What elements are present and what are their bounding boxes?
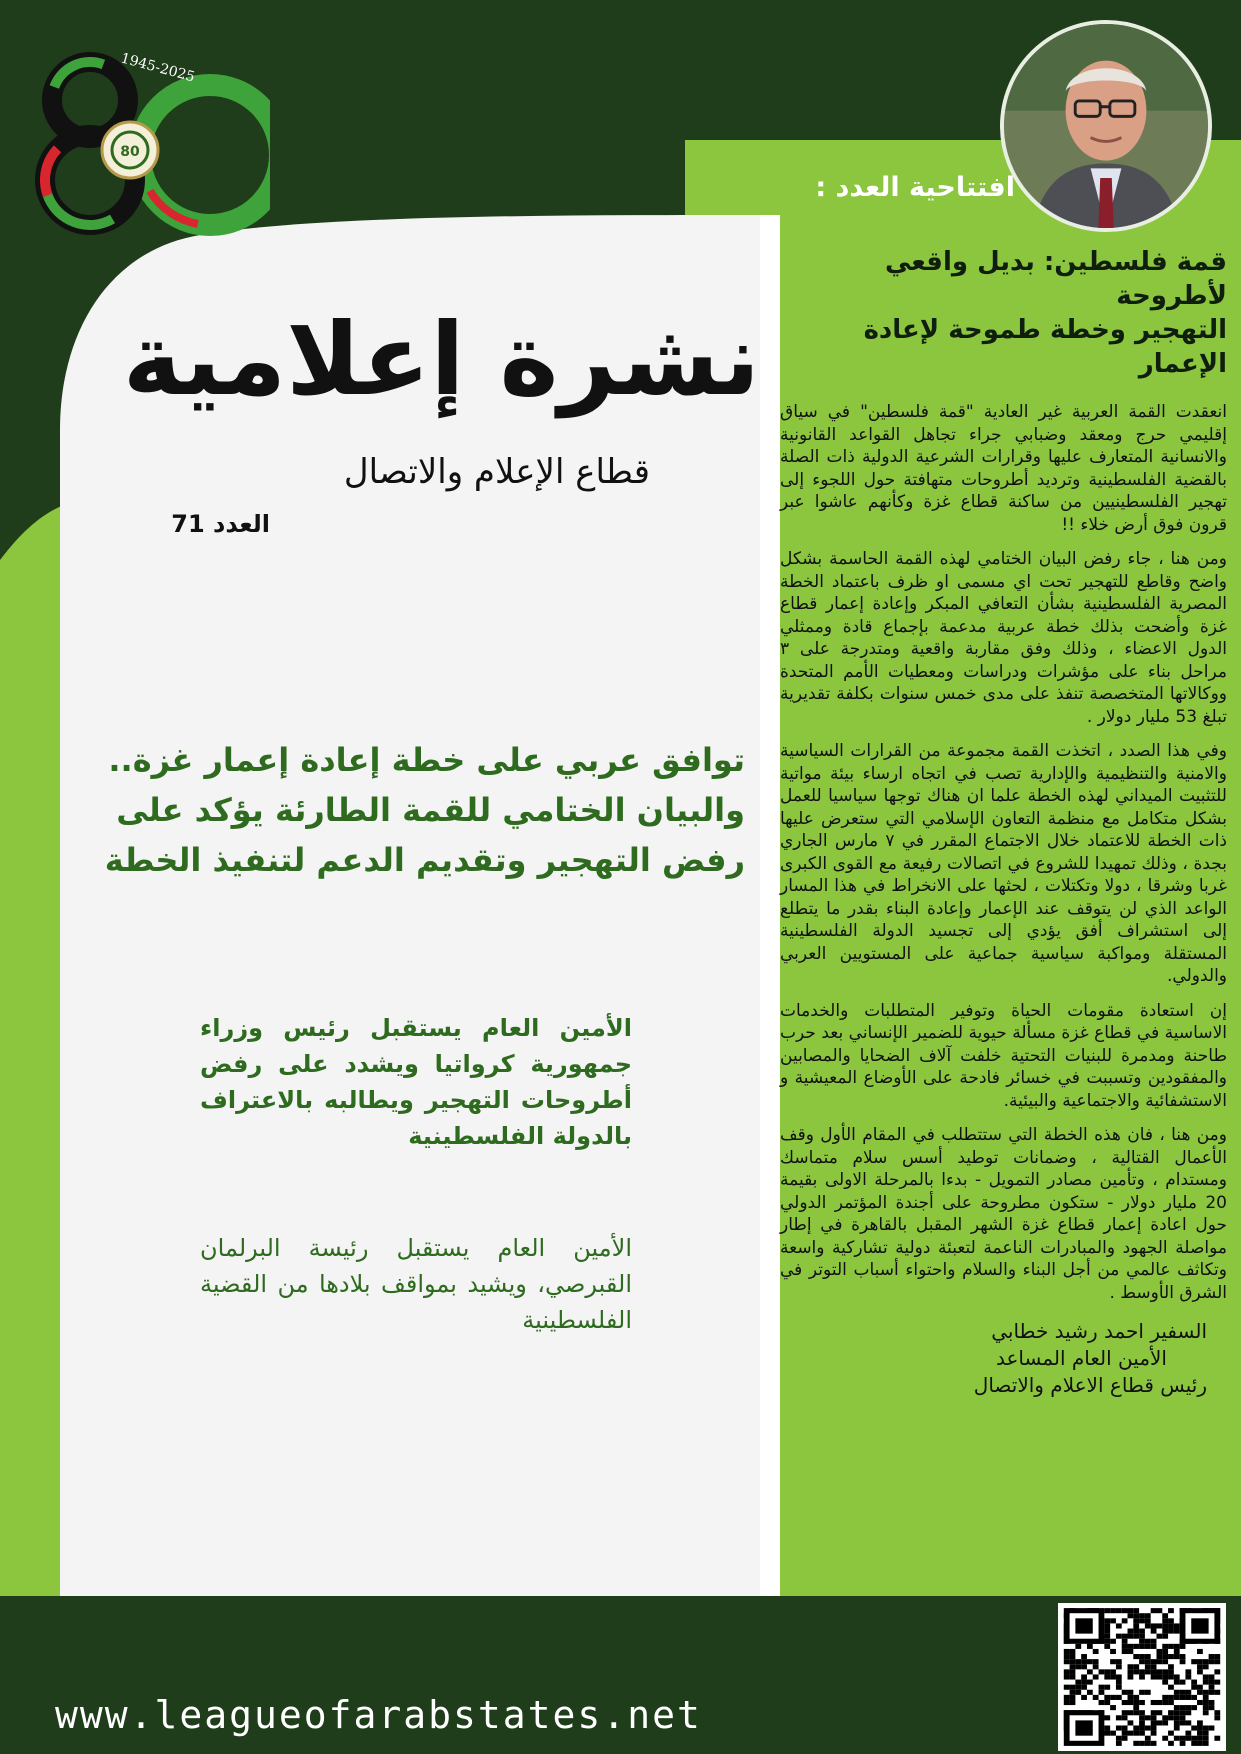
news-item-croatia[interactable]: الأمين العام يستقبل رئيس وزراء جمهورية كرواتيا ويشدد على رفض أطروحات التهجير ويطالبه بالاعتراف بالدولة الفلسطينية xyxy=(200,1014,632,1150)
editorial-paragraph: إن استعادة مقومات الحياة وتوفير المتطلبات والخدمات الاساسية في قطاع غزة مسألة حيوية للضمير الإنساني بعد حرب طاحنة ومدمرة للبنيات التحتية خلفت آلاف الضحايا والمصابين والمفقودين وتسببت في خسائر فادحة على الأوضاع المعيشية و الاستشفائية والاجتماعية والبيئية. xyxy=(780,1000,1227,1111)
signature-role: الأمين العام المساعد xyxy=(995,1346,1167,1370)
person-photo-icon xyxy=(1004,24,1208,228)
editorial-title-line: التهجير وخطة طموحة لإعادة الإعمار xyxy=(863,315,1227,379)
editorial-column xyxy=(780,245,1227,1545)
editorial-label: افتتاحية العدد : xyxy=(815,172,1015,203)
editorial-title xyxy=(780,245,1227,381)
masthead-subtitle: قطاع الإعلام والاتصال xyxy=(343,452,650,492)
anniversary-logo xyxy=(30,40,270,240)
qr-code[interactable] xyxy=(1058,1603,1226,1751)
logo-years-label: 1945-2025 xyxy=(118,50,197,86)
news-item-cyprus[interactable]: الأمين العام يستقبل رئيسة البرلمان القبرصي، ويشيد بمواقف بلادها من القضية الفلسطينية xyxy=(200,1234,632,1334)
signature-sector: رئيس قطاع الاعلام والاتصال xyxy=(973,1373,1207,1397)
masthead-title: نشرة إعلامية xyxy=(122,301,760,418)
headline-line: رفض التهجير وتقديم الدعم لتنفيذ الخطة xyxy=(104,841,745,879)
issue-number: العدد 71 xyxy=(171,510,270,538)
qr-code-icon xyxy=(1058,1603,1226,1751)
website-link[interactable]: www.leagueofarabstates.net xyxy=(55,1693,702,1737)
headline-line: والبيان الختامي للقمة الطارئة يؤكد على xyxy=(116,791,745,829)
editorial-signature xyxy=(780,1318,1227,1399)
editorial-title-line: قمة فلسطين: بديل واقعي لأطروحة xyxy=(884,247,1227,311)
signature-name: السفير احمد رشيد خطابي xyxy=(991,1319,1207,1343)
main-headline[interactable] xyxy=(100,735,745,885)
headline-line: توافق عربي على خطة إعادة إعمار غزة.. xyxy=(108,741,745,779)
author-portrait xyxy=(1000,20,1212,232)
logo-seal-digits: 80 xyxy=(120,144,140,160)
editorial-paragraph: وفي هذا الصدد ، اتخذت القمة مجموعة من القرارات السياسية والامنية والتنظيمية والإدارية تصب في اتجاه ارساء بيئة مواتية للتثبيت الميداني لهذه الخطة علما ان هناك توجها سياسيا للعمل بشكل متكامل مع منظمة التعاون الإسلامي التي ستعرض عليها ذات الخطة للاعتماد خلال الاجتماع المقرر في ٧ مارس الجاري بجدة ، وذلك تمهيدا للشروع في اتصالات رفيعة مع القوى الكبرى غربا وشرقا ، دولا وتكتلات ، لحثها على الانخراط في هذا المسار الواعد الذي لن يتوقف عند الإعمار وإعادة البناء بقدر ما يتطلع إلى استشراف أفق يؤدي إلى تجسيد الدولة الفلسطينية المستقلة ومواكبة سياسية جماعية على المستويين العربي والدولي. xyxy=(780,741,1227,986)
editorial-paragraph: انعقدت القمة العربية غير العادية "قمة فلسطين" في سياق إقليمي حرج ومعقد وضبابي جراء تجاهل القواعد القانونية والانسانية المتعارف عليها وقرارات الشرعية الدولية ذات الصلة بالقضية الفلسطينية وترديد أطروحات متهافتة حول اللجوء إلى تهجير الفلسطينيين من ساكنة قطاع غزة وكأنهم عاشوا عبر قرون فوق أرض خلاء !! xyxy=(780,402,1227,535)
editorial-paragraph: ومن هنا ، جاء رفض البيان الختامي لهذه القمة الحاسمة بشكل واضح وقاطع للتهجير تحت اي مسمى او ظرف باعتماد الخطة المصرية الفلسطينية بشأن التعافي المبكر وإعادة إعمار قطاع غزة وأضحت بذلك خطة عربية مدعمة بإجماع قادة وممثلي الدول الاعضاء ، وذلك وفق مقاربة واقعية ومتدرجة على ٣ مراحل بناء على مؤشرات ودراسات ومعطيات الأمم المتحدة ووكالاتها المتخصصة تنفذ على مدى خمس سنوات بكلفة تقديرية تبلغ 53 مليار دولار . xyxy=(780,549,1227,727)
editorial-paragraph: ومن هنا ، فان هذه الخطة التي ستتطلب في المقام الأول وقف الأعمال القتالية ، وضمانات توطيد أسس سلام متماسك ومستدام ، وتأمين مصادر التمويل - بدءا بالمرحلة الاولى بقيمة 20 مليار دولار - ستكون مطروحة على أجندة المؤتمر الدولي حول اعادة إعمار قطاع غزة الشهر المقبل بالقاهرة في إطار مواصلة الجهود والمبادرات الناعمة لتعبئة دولية تشاركية واسعة وتكاثف عالمي من أجل البناء والسلام واحتواء أسباب التوتر في الشرق الأوسط . xyxy=(780,1125,1227,1303)
